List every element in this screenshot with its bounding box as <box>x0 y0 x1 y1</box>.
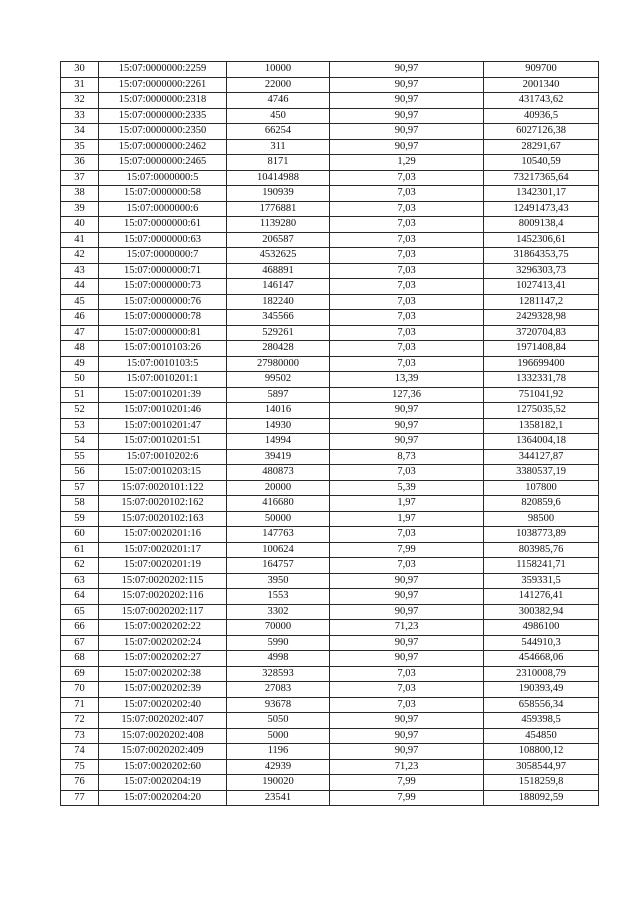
cadastral-number-cell: 15:07:0000000:2261 <box>99 77 227 93</box>
cadastral-number-cell: 15:07:0020202:22 <box>99 620 227 636</box>
cadastral-number-cell: 15:07:0020204:19 <box>99 775 227 791</box>
cadastral-value-cell: 3058544,97 <box>484 759 599 775</box>
cadastral-number-cell: 15:07:0020202:24 <box>99 635 227 651</box>
cadastral-number-cell: 15:07:0020202:408 <box>99 728 227 744</box>
cadastral-number-cell: 15:07:0000000:76 <box>99 294 227 310</box>
cadastral-value-cell: 909700 <box>484 62 599 78</box>
row-number-cell: 53 <box>61 418 99 434</box>
table-row <box>61 682 599 698</box>
specific-value-cell: 7,03 <box>330 465 484 481</box>
cadastral-number-cell: 15:07:0010201:46 <box>99 403 227 419</box>
area-cell: 27083 <box>227 682 330 698</box>
cadastral-value-cell: 107800 <box>484 480 599 496</box>
row-number-cell: 47 <box>61 325 99 341</box>
cadastral-value-cell: 2001340 <box>484 77 599 93</box>
specific-value-cell: 1,29 <box>330 155 484 171</box>
row-number-cell: 52 <box>61 403 99 419</box>
specific-value-cell: 90,97 <box>330 604 484 620</box>
row-number-cell: 58 <box>61 496 99 512</box>
specific-value-cell: 90,97 <box>330 635 484 651</box>
specific-value-cell: 7,03 <box>330 682 484 698</box>
table-row <box>61 155 599 171</box>
cadastral-value-cell: 31864353,75 <box>484 248 599 264</box>
table-row <box>61 232 599 248</box>
row-number-cell: 48 <box>61 341 99 357</box>
table-row <box>61 480 599 496</box>
row-number-cell: 74 <box>61 744 99 760</box>
specific-value-cell: 7,03 <box>330 341 484 357</box>
cadastral-value-cell: 141276,41 <box>484 589 599 605</box>
cadastral-value-cell: 1158241,71 <box>484 558 599 574</box>
row-number-cell: 77 <box>61 790 99 806</box>
area-cell: 10000 <box>227 62 330 78</box>
table-row <box>61 248 599 264</box>
cadastral-number-cell: 15:07:0020201:16 <box>99 527 227 543</box>
specific-value-cell: 13,39 <box>330 372 484 388</box>
cadastral-value-cell: 1342301,17 <box>484 186 599 202</box>
area-cell: 529261 <box>227 325 330 341</box>
area-cell: 146147 <box>227 279 330 295</box>
area-cell: 14994 <box>227 434 330 450</box>
cadastral-value-cell: 190393,49 <box>484 682 599 698</box>
cadastral-number-cell: 15:07:0020102:162 <box>99 496 227 512</box>
specific-value-cell: 7,99 <box>330 775 484 791</box>
cadastral-number-cell: 15:07:0020102:163 <box>99 511 227 527</box>
specific-value-cell: 7,03 <box>330 310 484 326</box>
row-number-cell: 59 <box>61 511 99 527</box>
table-row <box>61 170 599 186</box>
cadastral-number-cell: 15:07:0020202:39 <box>99 682 227 698</box>
area-cell: 100624 <box>227 542 330 558</box>
area-cell: 1776881 <box>227 201 330 217</box>
table-row <box>61 759 599 775</box>
table-row <box>61 62 599 78</box>
area-cell: 14930 <box>227 418 330 434</box>
row-number-cell: 61 <box>61 542 99 558</box>
specific-value-cell: 7,03 <box>330 232 484 248</box>
row-number-cell: 41 <box>61 232 99 248</box>
area-cell: 3302 <box>227 604 330 620</box>
table-row <box>61 573 599 589</box>
cadastral-number-cell: 15:07:0020101:122 <box>99 480 227 496</box>
cadastral-number-cell: 15:07:0000000:2259 <box>99 62 227 78</box>
table-row <box>61 775 599 791</box>
row-number-cell: 42 <box>61 248 99 264</box>
cadastral-number-cell: 15:07:0010201:1 <box>99 372 227 388</box>
table-row <box>61 651 599 667</box>
row-number-cell: 72 <box>61 713 99 729</box>
row-number-cell: 70 <box>61 682 99 698</box>
cadastral-number-cell: 15:07:0000000:78 <box>99 310 227 326</box>
cadastral-value-cell: 544910,3 <box>484 635 599 651</box>
row-number-cell: 46 <box>61 310 99 326</box>
area-cell: 99502 <box>227 372 330 388</box>
cadastral-value-cell: 4986100 <box>484 620 599 636</box>
area-cell: 345566 <box>227 310 330 326</box>
table-row <box>61 713 599 729</box>
area-cell: 147763 <box>227 527 330 543</box>
cadastral-value-cell: 3720704,83 <box>484 325 599 341</box>
row-number-cell: 33 <box>61 108 99 124</box>
table-row <box>61 449 599 465</box>
specific-value-cell: 1,97 <box>330 496 484 512</box>
specific-value-cell: 90,97 <box>330 403 484 419</box>
specific-value-cell: 90,97 <box>330 434 484 450</box>
cadastral-value-cell: 12491473,43 <box>484 201 599 217</box>
cadastral-number-cell: 15:07:0000000:73 <box>99 279 227 295</box>
cadastral-number-cell: 15:07:0000000:6 <box>99 201 227 217</box>
area-cell: 22000 <box>227 77 330 93</box>
cadastral-number-cell: 15:07:0000000:71 <box>99 263 227 279</box>
row-number-cell: 40 <box>61 217 99 233</box>
table-row <box>61 604 599 620</box>
row-number-cell: 64 <box>61 589 99 605</box>
table-row <box>61 279 599 295</box>
specific-value-cell: 7,99 <box>330 790 484 806</box>
cadastral-value-cell: 1275035,52 <box>484 403 599 419</box>
row-number-cell: 50 <box>61 372 99 388</box>
row-number-cell: 43 <box>61 263 99 279</box>
table-row <box>61 697 599 713</box>
table-row <box>61 325 599 341</box>
cadastral-number-cell: 15:07:0010103:5 <box>99 356 227 372</box>
table-row <box>61 511 599 527</box>
area-cell: 182240 <box>227 294 330 310</box>
specific-value-cell: 8,73 <box>330 449 484 465</box>
cadastral-number-cell: 15:07:0010201:47 <box>99 418 227 434</box>
specific-value-cell: 90,97 <box>330 62 484 78</box>
cadastral-number-cell: 15:07:0010202:6 <box>99 449 227 465</box>
table-row <box>61 387 599 403</box>
specific-value-cell: 7,03 <box>330 294 484 310</box>
cadastral-number-cell: 15:07:0020202:407 <box>99 713 227 729</box>
specific-value-cell: 71,23 <box>330 759 484 775</box>
row-number-cell: 56 <box>61 465 99 481</box>
table-row <box>61 124 599 140</box>
specific-value-cell: 7,03 <box>330 666 484 682</box>
cadastral-number-cell: 15:07:0020204:20 <box>99 790 227 806</box>
table-row <box>61 790 599 806</box>
table-row <box>61 108 599 124</box>
area-cell: 190939 <box>227 186 330 202</box>
cadastral-value-cell: 1281147,2 <box>484 294 599 310</box>
table-row <box>61 620 599 636</box>
row-number-cell: 67 <box>61 635 99 651</box>
area-cell: 10414988 <box>227 170 330 186</box>
cadastral-value-cell: 300382,94 <box>484 604 599 620</box>
cadastral-number-cell: 15:07:0010201:39 <box>99 387 227 403</box>
table-row <box>61 558 599 574</box>
table-row <box>61 589 599 605</box>
cadastral-value-cell: 3296303,73 <box>484 263 599 279</box>
cadastral-value-cell: 1332331,78 <box>484 372 599 388</box>
cadastral-value-cell: 751041,92 <box>484 387 599 403</box>
table-row <box>61 744 599 760</box>
area-cell: 480873 <box>227 465 330 481</box>
specific-value-cell: 7,03 <box>330 263 484 279</box>
area-cell: 468891 <box>227 263 330 279</box>
table-row <box>61 418 599 434</box>
specific-value-cell: 90,97 <box>330 651 484 667</box>
row-number-cell: 66 <box>61 620 99 636</box>
area-cell: 70000 <box>227 620 330 636</box>
row-number-cell: 37 <box>61 170 99 186</box>
cadastral-number-cell: 15:07:0000000:2350 <box>99 124 227 140</box>
specific-value-cell: 7,03 <box>330 558 484 574</box>
specific-value-cell: 90,97 <box>330 744 484 760</box>
cadastral-number-cell: 15:07:0000000:2462 <box>99 139 227 155</box>
specific-value-cell: 7,03 <box>330 217 484 233</box>
specific-value-cell: 7,03 <box>330 279 484 295</box>
table-row <box>61 294 599 310</box>
row-number-cell: 49 <box>61 356 99 372</box>
area-cell: 280428 <box>227 341 330 357</box>
area-cell: 14016 <box>227 403 330 419</box>
area-cell: 3950 <box>227 573 330 589</box>
cadastral-value-cell: 28291,67 <box>484 139 599 155</box>
table-row <box>61 201 599 217</box>
cadastral-value-cell: 2310008,79 <box>484 666 599 682</box>
cadastral-value-cell: 3380537,19 <box>484 465 599 481</box>
area-cell: 1553 <box>227 589 330 605</box>
row-number-cell: 51 <box>61 387 99 403</box>
cadastral-number-cell: 15:07:0000000:2465 <box>99 155 227 171</box>
specific-value-cell: 5,39 <box>330 480 484 496</box>
cadastral-value-cell: 2429328,98 <box>484 310 599 326</box>
specific-value-cell: 7,03 <box>330 248 484 264</box>
specific-value-cell: 7,03 <box>330 356 484 372</box>
area-cell: 328593 <box>227 666 330 682</box>
cadastral-value-cell: 454668,06 <box>484 651 599 667</box>
table-row <box>61 372 599 388</box>
specific-value-cell: 7,99 <box>330 542 484 558</box>
cadastral-value-cell: 359331,5 <box>484 573 599 589</box>
specific-value-cell: 90,97 <box>330 93 484 109</box>
specific-value-cell: 7,03 <box>330 201 484 217</box>
table-row <box>61 635 599 651</box>
cadastral-value-cell: 10540,59 <box>484 155 599 171</box>
specific-value-cell: 90,97 <box>330 713 484 729</box>
cadastral-value-cell: 1038773,89 <box>484 527 599 543</box>
table-row <box>61 93 599 109</box>
area-cell: 416680 <box>227 496 330 512</box>
area-cell: 39419 <box>227 449 330 465</box>
row-number-cell: 39 <box>61 201 99 217</box>
row-number-cell: 32 <box>61 93 99 109</box>
row-number-cell: 68 <box>61 651 99 667</box>
cadastral-number-cell: 15:07:0020202:409 <box>99 744 227 760</box>
specific-value-cell: 7,03 <box>330 186 484 202</box>
specific-value-cell: 127,36 <box>330 387 484 403</box>
table-row <box>61 356 599 372</box>
row-number-cell: 54 <box>61 434 99 450</box>
table-row <box>61 434 599 450</box>
row-number-cell: 62 <box>61 558 99 574</box>
specific-value-cell: 1,97 <box>330 511 484 527</box>
specific-value-cell: 7,03 <box>330 527 484 543</box>
cadastral-number-cell: 15:07:0020201:17 <box>99 542 227 558</box>
row-number-cell: 45 <box>61 294 99 310</box>
cadastral-value-table <box>60 61 599 806</box>
cadastral-number-cell: 15:07:0020202:40 <box>99 697 227 713</box>
row-number-cell: 65 <box>61 604 99 620</box>
area-cell: 23541 <box>227 790 330 806</box>
cadastral-value-cell: 1027413,41 <box>484 279 599 295</box>
area-cell: 206587 <box>227 232 330 248</box>
row-number-cell: 60 <box>61 527 99 543</box>
specific-value-cell: 71,23 <box>330 620 484 636</box>
row-number-cell: 36 <box>61 155 99 171</box>
table-row <box>61 217 599 233</box>
table-row <box>61 465 599 481</box>
table-row <box>61 186 599 202</box>
cadastral-value-cell: 188092,59 <box>484 790 599 806</box>
cadastral-number-cell: 15:07:0000000:81 <box>99 325 227 341</box>
row-number-cell: 30 <box>61 62 99 78</box>
table-row <box>61 263 599 279</box>
cadastral-number-cell: 15:07:0020201:19 <box>99 558 227 574</box>
row-number-cell: 75 <box>61 759 99 775</box>
cadastral-value-cell: 820859,6 <box>484 496 599 512</box>
cadastral-value-cell: 98500 <box>484 511 599 527</box>
table-row <box>61 542 599 558</box>
specific-value-cell: 7,03 <box>330 325 484 341</box>
specific-value-cell: 7,03 <box>330 697 484 713</box>
cadastral-number-cell: 15:07:0000000:2318 <box>99 93 227 109</box>
specific-value-cell: 90,97 <box>330 589 484 605</box>
area-cell: 50000 <box>227 511 330 527</box>
cadastral-value-cell: 40936,5 <box>484 108 599 124</box>
row-number-cell: 71 <box>61 697 99 713</box>
row-number-cell: 55 <box>61 449 99 465</box>
cadastral-value-cell: 1452306,61 <box>484 232 599 248</box>
specific-value-cell: 90,97 <box>330 108 484 124</box>
cadastral-number-cell: 15:07:0010201:51 <box>99 434 227 450</box>
cadastral-value-cell: 8009138,4 <box>484 217 599 233</box>
row-number-cell: 76 <box>61 775 99 791</box>
cadastral-value-cell: 431743,62 <box>484 93 599 109</box>
row-number-cell: 69 <box>61 666 99 682</box>
table-row <box>61 310 599 326</box>
row-number-cell: 38 <box>61 186 99 202</box>
cadastral-value-cell: 803985,76 <box>484 542 599 558</box>
specific-value-cell: 90,97 <box>330 728 484 744</box>
cadastral-value-cell: 73217365,64 <box>484 170 599 186</box>
cadastral-value-cell: 196699400 <box>484 356 599 372</box>
table-row <box>61 77 599 93</box>
area-cell: 5990 <box>227 635 330 651</box>
cadastral-number-cell: 15:07:0000000:5 <box>99 170 227 186</box>
cadastral-value-cell: 454850 <box>484 728 599 744</box>
table-body <box>61 62 599 806</box>
cadastral-number-cell: 15:07:0000000:58 <box>99 186 227 202</box>
specific-value-cell: 90,97 <box>330 139 484 155</box>
cadastral-number-cell: 15:07:0020202:117 <box>99 604 227 620</box>
table-row <box>61 666 599 682</box>
area-cell: 5050 <box>227 713 330 729</box>
area-cell: 93678 <box>227 697 330 713</box>
area-cell: 5000 <box>227 728 330 744</box>
cadastral-number-cell: 15:07:0020202:116 <box>99 589 227 605</box>
table-row <box>61 496 599 512</box>
row-number-cell: 73 <box>61 728 99 744</box>
cadastral-number-cell: 15:07:0010203:15 <box>99 465 227 481</box>
area-cell: 5897 <box>227 387 330 403</box>
area-cell: 1196 <box>227 744 330 760</box>
cadastral-value-cell: 1518259,8 <box>484 775 599 791</box>
cadastral-value-cell: 108800,12 <box>484 744 599 760</box>
cadastral-number-cell: 15:07:0000000:63 <box>99 232 227 248</box>
area-cell: 8171 <box>227 155 330 171</box>
row-number-cell: 35 <box>61 139 99 155</box>
cadastral-value-cell: 1358182,1 <box>484 418 599 434</box>
cadastral-value-cell: 6027126,38 <box>484 124 599 140</box>
cadastral-number-cell: 15:07:0010103:26 <box>99 341 227 357</box>
specific-value-cell: 7,03 <box>330 170 484 186</box>
area-cell: 1139280 <box>227 217 330 233</box>
specific-value-cell: 90,97 <box>330 418 484 434</box>
cadastral-value-cell: 658556,34 <box>484 697 599 713</box>
cadastral-number-cell: 15:07:0000000:61 <box>99 217 227 233</box>
area-cell: 66254 <box>227 124 330 140</box>
area-cell: 20000 <box>227 480 330 496</box>
area-cell: 4998 <box>227 651 330 667</box>
table-row <box>61 139 599 155</box>
specific-value-cell: 90,97 <box>330 573 484 589</box>
specific-value-cell: 90,97 <box>330 77 484 93</box>
table-row <box>61 527 599 543</box>
area-cell: 4746 <box>227 93 330 109</box>
cadastral-number-cell: 15:07:0020202:60 <box>99 759 227 775</box>
area-cell: 164757 <box>227 558 330 574</box>
row-number-cell: 44 <box>61 279 99 295</box>
area-cell: 450 <box>227 108 330 124</box>
area-cell: 311 <box>227 139 330 155</box>
area-cell: 4532625 <box>227 248 330 264</box>
cadastral-number-cell: 15:07:0020202:115 <box>99 573 227 589</box>
table-row <box>61 341 599 357</box>
cadastral-value-cell: 1971408,84 <box>484 341 599 357</box>
area-cell: 42939 <box>227 759 330 775</box>
table-row <box>61 728 599 744</box>
cadastral-value-cell: 1364004,18 <box>484 434 599 450</box>
cadastral-value-cell: 459398,5 <box>484 713 599 729</box>
area-cell: 190020 <box>227 775 330 791</box>
cadastral-number-cell: 15:07:0000000:7 <box>99 248 227 264</box>
cadastral-number-cell: 15:07:0020202:38 <box>99 666 227 682</box>
row-number-cell: 31 <box>61 77 99 93</box>
row-number-cell: 57 <box>61 480 99 496</box>
cadastral-value-cell: 344127,87 <box>484 449 599 465</box>
specific-value-cell: 90,97 <box>330 124 484 140</box>
row-number-cell: 63 <box>61 573 99 589</box>
cadastral-number-cell: 15:07:0020202:27 <box>99 651 227 667</box>
table-row <box>61 403 599 419</box>
row-number-cell: 34 <box>61 124 99 140</box>
cadastral-number-cell: 15:07:0000000:2335 <box>99 108 227 124</box>
area-cell: 27980000 <box>227 356 330 372</box>
